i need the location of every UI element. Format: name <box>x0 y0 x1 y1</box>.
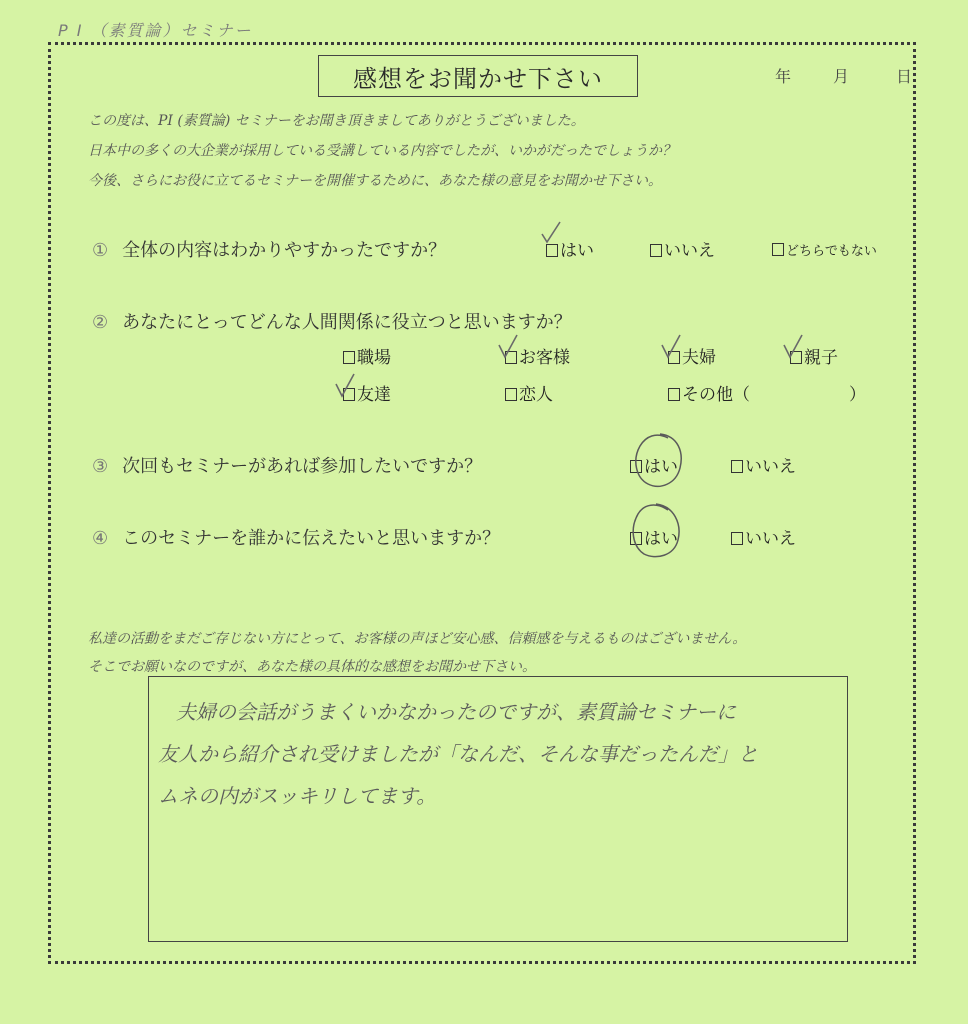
q2-option-parent-child[interactable] <box>790 343 838 368</box>
question-1-number: ① <box>92 240 109 261</box>
q2-option-workplace[interactable] <box>343 343 391 368</box>
checkbox[interactable] <box>630 532 642 545</box>
q2-option-other-label: その他（ <box>682 385 750 405</box>
q1-option-neither[interactable] <box>772 240 877 259</box>
checkbox[interactable] <box>731 532 743 545</box>
handwritten-answer-line-3: ムネの内がスッキリしてます。 <box>158 784 437 808</box>
checkbox[interactable] <box>650 244 662 257</box>
question-2-number: ② <box>92 312 109 333</box>
intro-line-3: 今後、さらにお役に立てるセミナーを開催するために、あなた様の意見をお聞かせ下さい。 <box>88 173 662 189</box>
question-4 <box>92 524 500 550</box>
q4-option-yes-label: はい <box>644 529 678 549</box>
checkbox[interactable] <box>668 351 680 364</box>
checkbox[interactable] <box>546 244 558 257</box>
question-2-text: あなたにとってどんな人間関係に役立つと思いますか？ <box>122 312 572 333</box>
handwritten-answer-line-1: 夫婦の会話がうまくいかなかったのですが、素質論セミナーに <box>176 700 736 724</box>
question-3-text: 次回もセミナーがあれば参加したいですか？ <box>122 456 483 477</box>
checkbox[interactable] <box>731 460 743 473</box>
q2-option-customer-label: お客様 <box>519 348 570 368</box>
q2-option-lover[interactable] <box>505 380 553 405</box>
q4-option-yes[interactable] <box>630 524 678 549</box>
checkbox[interactable] <box>668 388 680 401</box>
date-day-label: 日 <box>896 67 913 86</box>
q2-option-friend-label: 友達 <box>357 385 391 405</box>
q3-option-yes-label: はい <box>644 457 678 477</box>
checkbox[interactable] <box>343 388 355 401</box>
q4-option-no[interactable] <box>731 524 796 549</box>
q2-option-other[interactable] <box>668 380 750 405</box>
q4-option-no-label: いいえ <box>745 529 796 549</box>
intro-line-2: 日本中の多くの大企業が採用している受講している内容でしたが、いかがだったでしょうか？ <box>88 143 676 159</box>
checkbox[interactable] <box>790 351 802 364</box>
checkbox[interactable] <box>772 243 784 256</box>
q1-option-no-label: いいえ <box>664 241 715 261</box>
q1-option-neither-label: どちらでもない <box>786 244 877 259</box>
question-4-text: このセミナーを誰かに伝えたいと思いますか？ <box>122 528 501 549</box>
q2-option-lover-label: 恋人 <box>519 385 553 405</box>
closing-line-2: そこでお願いなのですが、あなた様の具体的な感想をお聞かせ下さい。 <box>88 659 536 675</box>
q3-option-no[interactable] <box>731 452 796 477</box>
q1-option-yes[interactable] <box>546 236 594 261</box>
q1-option-no[interactable] <box>650 236 715 261</box>
checkbox[interactable] <box>630 460 642 473</box>
q2-option-workplace-label: 職場 <box>357 348 391 368</box>
checkbox[interactable] <box>505 388 517 401</box>
q2-option-couple-label: 夫婦 <box>682 348 716 368</box>
handwritten-answer-line-2: 友人から紹介され受けましたが「なんだ、そんな事だったんだ」と <box>158 742 758 766</box>
q2-option-parent-child-label: 親子 <box>804 348 838 368</box>
q1-option-yes-label: はい <box>560 241 594 261</box>
checkbox[interactable] <box>505 351 517 364</box>
q3-option-no-label: いいえ <box>745 457 796 477</box>
question-2 <box>92 308 572 334</box>
date-month-label: 月 <box>833 67 850 86</box>
question-3 <box>92 452 482 478</box>
closing-line-1: 私達の活動をまだご存じない方にとって、お客様の声ほど安心感、信頼感を与えるものはございません。 <box>88 631 747 647</box>
form-header-label: P I （素質論）セミナー <box>58 21 253 40</box>
q2-option-customer[interactable] <box>505 343 570 368</box>
form-title: 感想をお聞かせ下さい <box>318 55 638 97</box>
q2-other-close-paren: ） <box>849 385 866 405</box>
intro-line-1: この度は、PI (素質論) セミナーをお聞き頂きましてありがとうございました。 <box>88 113 585 129</box>
q2-option-friend[interactable] <box>343 380 391 405</box>
q3-option-yes[interactable] <box>630 452 678 477</box>
question-1 <box>92 236 446 262</box>
question-3-number: ③ <box>92 456 109 477</box>
checkbox[interactable] <box>343 351 355 364</box>
question-1-text: 全体の内容はわかりやすかったですか？ <box>122 240 447 261</box>
question-4-number: ④ <box>92 528 109 549</box>
q2-option-couple[interactable] <box>668 343 716 368</box>
date-year-label: 年 <box>775 67 792 86</box>
